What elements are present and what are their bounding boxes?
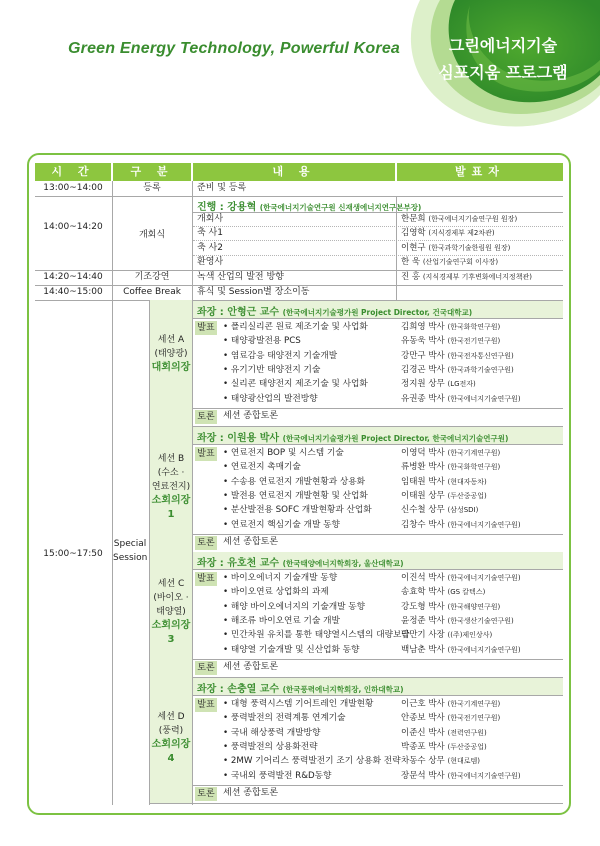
open-item-speaker: 김영학 (지식경제부 제2차관): [401, 228, 495, 238]
row-divider: [193, 240, 563, 241]
col-divider: [192, 181, 193, 805]
row-divider: [35, 196, 563, 197]
presentation-item: • 실리콘 태양전지 제조기술 및 사업화: [223, 379, 368, 390]
reg-section: 등록: [143, 183, 161, 193]
open-item-content: 개회사: [197, 214, 224, 224]
presentation-speaker: 신수철 상무 (삼성SDI): [401, 505, 479, 516]
special-section-line2: Session: [113, 553, 148, 563]
open-time: 14:00~14:20: [43, 222, 103, 232]
col-divider: [396, 196, 397, 300]
presentation-item: • 국내 해상풍력 개발방향: [223, 727, 321, 738]
open-item-content: 축 사1: [197, 228, 223, 238]
col-divider: [112, 181, 113, 805]
session-name: 세션 A (태양광) 대회의장: [151, 335, 191, 373]
discuss-text: 세션 종합토론: [223, 537, 279, 547]
discuss-label: 토론: [195, 410, 217, 424]
presentation-item: • 2MW 기어리스 풍력발전기 조기 상용화 전략: [223, 756, 401, 767]
presentation-speaker: 안종보 박사 (한국전기연구원): [401, 713, 501, 724]
presentation-speaker: 박종포 박사 (두산중공업): [401, 741, 487, 752]
discuss-text: 세션 종합토론: [223, 411, 279, 421]
presentation-item: • 해조류 바이오연료 기술 개발: [223, 615, 340, 626]
session-name: 세션 C (바이오 · 태양열) 소회의장3: [151, 579, 191, 645]
open-item-content: 환영사: [197, 257, 224, 267]
presentation-item: • 연료전지 핵심기술 개발 동향: [223, 519, 340, 530]
discuss-text: 세션 종합토론: [223, 788, 279, 798]
session-chair: 좌장 : 안형근 교수 (한국에너지기술평가원 Project Director, 건국대학교): [197, 307, 473, 318]
presentation-item: • 연료전지 BOP 및 시스템 기술: [223, 448, 344, 458]
presentation-item: • 해양 바이오에너지의 기술개발 동향: [223, 601, 366, 612]
discuss-label: 토론: [195, 787, 217, 801]
discuss-label: 토론: [195, 661, 217, 675]
open-item-content: 축 사2: [197, 243, 223, 253]
open-item-speaker: 이현구 (한국과학기술한림원 원장): [401, 243, 511, 253]
presentation-speaker: 김경곤 박사 (한국과학기술연구원): [401, 364, 514, 375]
presentation-item: • 태양광발전용 PCS: [223, 336, 301, 347]
row-divider: [193, 408, 563, 409]
presentation-item: • 염료감응 태양전지 기술개발: [223, 350, 338, 361]
session-chair: 좌장 : 손충열 교수 (한국풍력에너지학회장, 인하대학교): [197, 684, 404, 695]
session-name: 세션 D (풍력) 소회의장4: [151, 712, 191, 764]
presentation-item: • 민간차원 유치를 통한 태양열시스템의 대량보급: [223, 630, 410, 641]
session-chair: 좌장 : 유호천 교수 (한국태양에너지학회장, 울산대학교): [197, 558, 404, 569]
session-divider: [150, 803, 563, 804]
presentation-item: • 풍력발전의 상용화전략: [223, 741, 318, 752]
presentation-speaker: 김창수 박사 (한국에너지기술연구원): [401, 519, 521, 530]
open-section: 개회식: [138, 230, 166, 240]
reg-time: 13:00~14:00: [43, 183, 103, 193]
coffee-content: 휴식 및 Session별 장소이동: [197, 287, 310, 297]
present-label: 발표: [195, 321, 217, 335]
presentation-item: • 태양열 기술개발 및 신산업화 동향: [223, 644, 360, 655]
presentation-item: • 풍력발전의 전력계통 연계기술: [223, 713, 346, 724]
page-title-line1: 그린에너지기술: [448, 36, 558, 55]
discuss-text: 세션 종합토론: [223, 662, 279, 672]
presentation-item: • 바이오에너지 기술개발 동향: [223, 573, 338, 583]
row-divider: [193, 255, 563, 256]
presentation-item: • 수송용 연료전지 개발현황과 상용화: [223, 476, 366, 487]
presentation-speaker: 류병환 박사 (한국화학연구원): [401, 462, 501, 473]
keynote-time: 14:20~14:40: [43, 272, 103, 282]
presentation-speaker: 송효학 박사 (GS 칼텍스): [401, 587, 486, 598]
keynote-section: 기조강연: [134, 272, 170, 282]
presentation-item: • 유기기반 태양전지 기술: [223, 364, 321, 375]
row-divider: [193, 569, 563, 570]
presentation-speaker: 강도형 박사 (한국해양연구원): [401, 601, 501, 612]
present-label: 발표: [195, 572, 217, 586]
presentation-speaker: 이태원 상무 (두산중공업): [401, 490, 487, 501]
open-item-speaker: 한문희 (한국에너지기술연구원 원장): [401, 214, 518, 224]
page-title-line2: 심포지움 프로그램: [438, 63, 568, 82]
presentation-item: • 분산발전용 SOFC 개발현황과 산업화: [223, 505, 372, 516]
presentation-item: • 폴리실리콘 원료 제조기술 및 사업화: [223, 322, 368, 332]
presentation-item: • 연료전지 촉매기술: [223, 462, 301, 473]
presentation-item: • 대형 풍력시스템 기어트레인 개발현황: [223, 699, 374, 709]
col-header-speaker: 발표자: [397, 163, 563, 181]
row-divider: [193, 444, 563, 445]
presentation-speaker: 강만구 박사 (한국전자통신연구원): [401, 350, 514, 361]
present-label: 발표: [195, 447, 217, 461]
presentation-item: • 태양광산업의 발전방향: [223, 393, 318, 404]
row-divider: [193, 785, 563, 786]
row-divider: [193, 226, 563, 227]
presentation-speaker: 이준신 박사 (전력연구원): [401, 727, 487, 738]
coffee-section: Coffee Break: [123, 287, 181, 297]
presentation-speaker: 임태원 박사 (현대자동차): [401, 476, 487, 487]
row-divider: [193, 318, 563, 319]
page-title: [418, 32, 588, 86]
presentation-speaker: 차동수 상무 (현대로템): [401, 756, 480, 767]
discuss-label: 토론: [195, 536, 217, 550]
presentation-speaker: 김희영 박사 (한국화학연구원): [401, 322, 501, 332]
row-divider: [193, 534, 563, 535]
header-subtitle: Green Energy Technology, Powerful Korea: [68, 40, 401, 57]
keynote-speaker: 진 홍 (지식경제부 기후변화에너지정책관): [401, 272, 532, 282]
coffee-time: 14:40~15:00: [43, 287, 103, 297]
open-mc: 진행 : 강용혁 (한국에너지기술연구원 신재생에너지연구본부장): [197, 202, 422, 213]
program-table: [27, 153, 571, 815]
presentation-item: • 발전용 연료전지 개발현황 및 산업화: [223, 490, 368, 501]
presentation-speaker: 윤정준 박사 (한국생산기술연구원): [401, 615, 514, 626]
present-label: 발표: [195, 698, 217, 712]
col-header-content: 내 용: [193, 163, 395, 181]
presentation-item: • 국내외 풍력발전 R&D동향: [223, 770, 332, 781]
presentation-speaker: 백남춘 박사 (한국에너지기술연구원): [401, 644, 521, 655]
reg-content: 준비 및 등록: [197, 183, 247, 193]
row-divider: [193, 659, 563, 660]
row-divider: [193, 695, 563, 696]
presentation-speaker: 정지원 상무 (LG전자): [401, 379, 476, 390]
presentation-speaker: 이영덕 박사 (한국기계연구원): [401, 448, 501, 458]
keynote-content: 녹색 산업의 발전 방향: [197, 272, 284, 282]
special-section-line1: Special: [113, 539, 147, 549]
presentation-speaker: 이진석 박사 (한국에너지기술연구원): [401, 573, 521, 583]
presentation-speaker: 박만기 사장 ((주)제인상사): [401, 630, 493, 641]
open-item-speaker: 한 욱 (산업기술연구회 이사장): [401, 257, 499, 267]
session-name: 세션 B (수소 · 연료전지) 소회의장1: [151, 454, 191, 520]
session-chair: 좌장 : 이원용 박사 (한국에너지기술평가원 Project Director, 한국에너지기술연구원): [197, 433, 509, 444]
col-header-section: 구 분: [113, 163, 191, 181]
presentation-speaker: 이근호 박사 (한국기계연구원): [401, 699, 501, 709]
col-header-time: 시 간: [35, 163, 111, 181]
presentation-speaker: 유동욱 박사 (한국전기연구원): [401, 336, 501, 347]
presentation-speaker: 유권종 박사 (한국에너지기술연구원): [401, 393, 521, 404]
presentation-item: • 바이오연료 상업화의 과제: [223, 587, 329, 598]
presentation-speaker: 장문석 박사 (한국에너지기술연구원): [401, 770, 521, 781]
special-time: 15:00~17:50: [43, 549, 103, 559]
